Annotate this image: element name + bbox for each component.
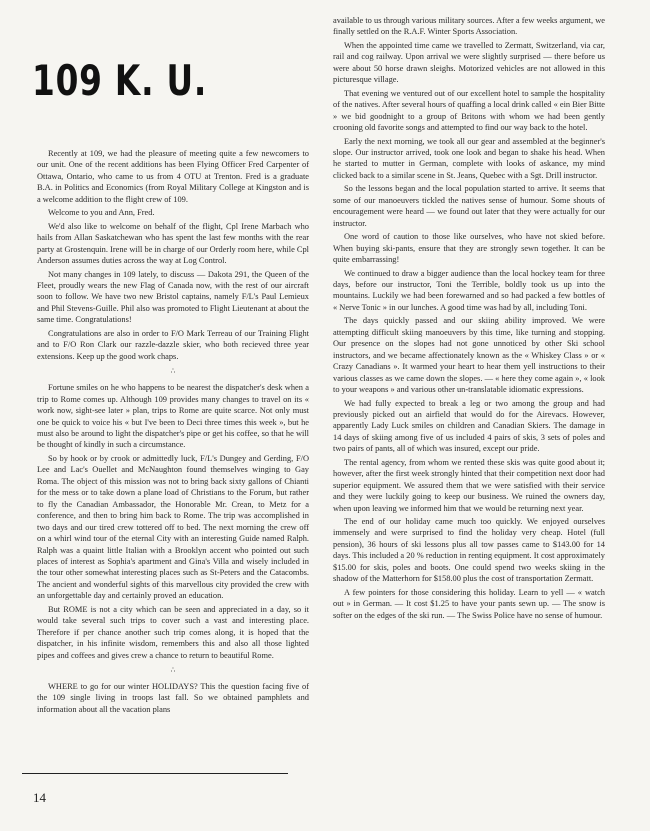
paragraph: Recently at 109, we had the pleasure of meeting quite a few newcomers to our unit. One of the recent additions has been Flying Officer Fred Carpenter of Ottawa, Ontario, who came to us from 4 OTU at Trenton. Fred is a graduate B.A. in Politics and Economics (from Royal Military College at Kingston and is a welcome addition to the flight crew of 109. bbox=[37, 149, 309, 204]
page-number: 14 bbox=[33, 790, 46, 805]
paragraph: So by hook or by crook or admittedly luck, F/L's Dungey and Gerding, F/O Lee and Lac's Ouellet and McNaughton found themselves winging to Gay Roma. The object of this mission was not to bring back sixty gallons of Chianti for the mess or to take down a plane load of Christians to the Forum, but rather to fly the Canadian Ambassador, the Honorable Mr. Crean, to Metz for a conference, and then to bring him back to Rome. The trip was accomplished in two days and our tired crew tottered off to bed. The next morning the crew off on a whirl wind tour of the eternal City with an interesting Guide named Ralph. Ralph was a quaint little Italian with a Brooklyn accent who pointed out such places of interest as Sophia's apartment and Gina's Villa and wisely included in the tour other somewhat interesting places such as St-Peters and the Catacombs. The ancient and wonderful sights of this marvellous city provided the crew with an unforgettable day and certainly proved an education. bbox=[37, 453, 309, 601]
section-separator: ∴ bbox=[170, 666, 176, 675]
paragraph: So the lessons began and the local population started to arrive. It seems that some of our manoeuvers tickled the natives sense of humour. Some shouts of encouragement were heard — we found out later that they were actually for our instructor. bbox=[333, 184, 605, 228]
paragraph: We had fully expected to break a leg or two among the group and had previously picked out an airfield that would do for the Airevacs. However, apparently Lady Luck smiles on children and Canadian Skiers. The damage in 14 days of skiing among five of us included 4 pairs of skis, 3 sets of poles and two pairs of pants, all of which was insured, except our pride. bbox=[333, 398, 605, 454]
paragraph: Not many changes in 109 lately, to discuss — Dakota 291, the Queen of the Fleet, proudly wears the new Flag of Canada now, with the rest of our aircraft soon to follow. We have two new Bristol captains, namely F/L's Paul Lemieux and Phil Stevens-Guille. Phil also was promoted to Flight Lieutenant at about the same time. Congratulations! bbox=[37, 269, 309, 325]
paragraph: WHERE to go for our winter HOLIDAYS? This the question facing five of the 109 single living in troops last fall. So we obtained pamphlets and information about all the vacation plans bbox=[37, 682, 309, 714]
paragraph: We'd also like to welcome on behalf of the flight, Cpl Irene Marbach who hails from Allan Saskatchewan who has spent the last few months with the rear party at Grostenquin. Irene will be in charge of our Orderly room here, while Cpl Anderson assumes duties across the way at Log Control. bbox=[37, 221, 309, 266]
paragraph: The days quickly passed and our skiing ability improved. We were attempting difficult skiing manoeuvers by this time, like turning and stopping. Our presence on the slopes had not gone unnoticed by other Ski school instructors, and we became affectionately known as the « Whiskey Class » or « Crazy Canadians ». It warmed your heart to hear them yell instructions to their various classes as we came down the slopes. — « here they come again », « look to your weapons » and various other un-translatable idiomatic expressions. bbox=[333, 316, 605, 395]
paragraph: When the appointed time came we travelled to Zermatt, Switzerland, via car, rail and cog railway. Upon arrival we were slightly surprised — there before us were about 50 horse drawn sleighs. Motorized vehicles are not allowed in this picturesque village. bbox=[333, 40, 605, 85]
paragraph: The end of our holiday came much too quickly. We enjoyed ourselves immensely and were surprised to find the holiday very cheap. Hotel (full pension), 36 hours of ski lessons plus all tow passes came to $143.00 for 14 days. This included a 20 % reduction in renting equipment. It cost approximately $15.00 for skis, poles and boots. One could spend two weeks skiing in the shadow of the Matterhorn for $158.00 plus the cost of transportation Zermatt. bbox=[333, 517, 605, 584]
paragraph: Fortune smiles on he who happens to be nearest the dispatcher's desk when a trip to Rome comes up. Although 109 provides many changes to travel on its « work now, sight-see later » plan, trips to Rome are quite scarce. Not only must one be quick to voice his « but I've been to Deci three times this week », but he must also be around to light the dispatcher's pipe or get his coffee, so that he will be thought of kindly in such a circumstance. bbox=[37, 383, 309, 450]
paragraph: One word of caution to those like ourselves, who have not skied before. When buying ski-pants, ensure that they are strongly sewn together. It can be quite embarrassing! bbox=[333, 232, 605, 265]
footer-rule bbox=[22, 773, 288, 774]
paragraph: But ROME is not a city which can be seen and appreciated in a day, so it would take several such trips to cover such a vast and interesting place. Therefore if per chance another such trip comes along, it is hoped that the dispatcher, in his infinite wisdom, remembers this and also all those lighted pipes and coffees and gives crew a chance to return to beautiful Rome. bbox=[37, 604, 309, 660]
paragraph: Congratulations are also in order to F/O Mark Terreau of our Training Flight and to F/O Ron Clark our razzle-dazzle skier, who both recieved three year extensions. Keep up the good work chaps. bbox=[37, 328, 309, 361]
paragraph: We continued to draw a bigger audience than the local hockey team for three days, before our instructor, Toni the Terrible, boldly took us up into the mountains. Luckily we had been forewarned and so had packed a few bottles of « Nerve Tonic » in our lunches. A good time was had by all, including Toni. bbox=[333, 268, 605, 312]
left-column bbox=[37, 148, 309, 717]
paragraph: A few pointers for those considering this holiday. Learn to yell — « watch out » in German. — It cost $1.25 to have your pants sewn up. — The snow is softer on the edges of the ski run. — The Swiss Police have no sense of humour. bbox=[333, 587, 605, 620]
paragraph: available to us through various military sources. After a few weeks argument, we finally settled on the R.A.F. Winter Sports Association. bbox=[333, 16, 605, 37]
right-column bbox=[333, 15, 605, 623]
paragraph: The rental agency, from whom we rented these skis was quite good about it; however, after the first week strongly hinted that their competition next door had superior equipment. We assured them that we were satisfied with their service and they were luckily going to keep our business. We ruined the owners day, when upon leaving we informed him that we would be returning next year. bbox=[333, 457, 605, 513]
section-separator: ∴ bbox=[170, 367, 176, 376]
paragraph: Early the next morning, we took all our gear and assembled at the beginner's slope. Our instructor arrived, took one look and began to shake his head. When he started to mutter in German, complete with looks of askance, my mind clicked back to a similar scene in St. Jeans, Quebec with a Sgt. Drill instructor. bbox=[333, 136, 605, 180]
article-title: 109 K. U. bbox=[32, 56, 208, 105]
paragraph: That evening we ventured out of our excellent hotel to sample the hospitality of the natives. After several hours of quaffing a local drink called « ein Bier Bitte » we bid goodnight to a group of Britons with whom we had been gently crooning old favorite songs and attempted to find our way back to the hotel. bbox=[333, 88, 605, 133]
paragraph: Welcome to you and Ann, Fred. bbox=[48, 208, 155, 218]
